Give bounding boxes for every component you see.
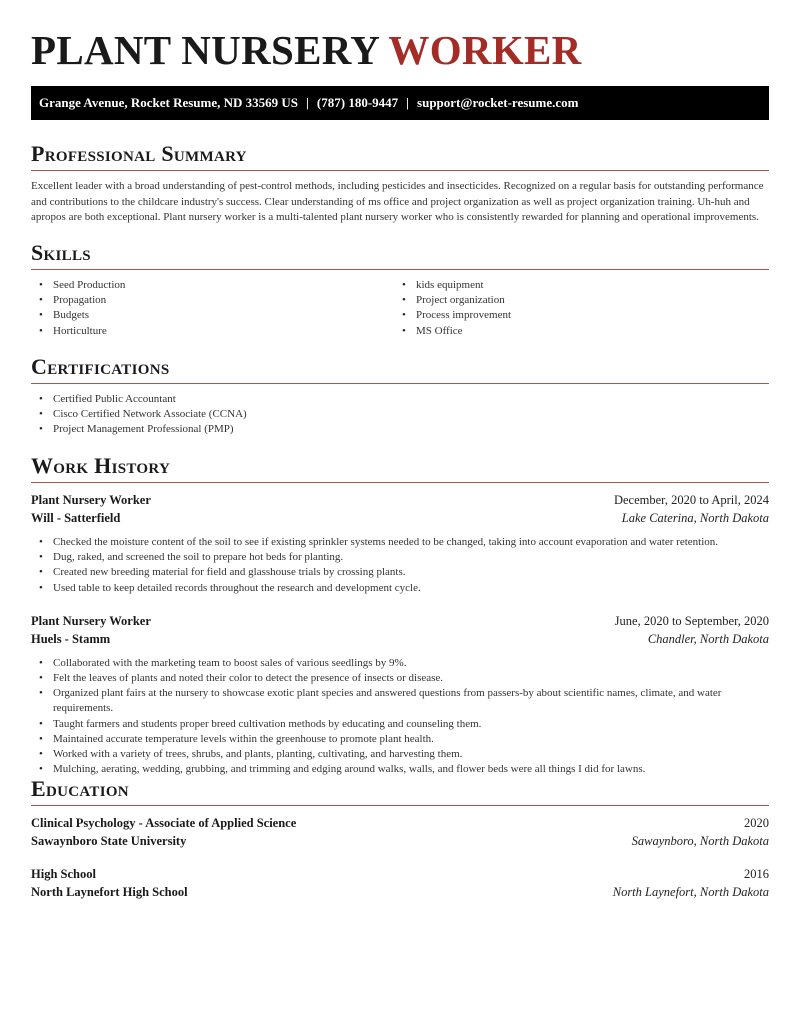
certifications-list: [31, 392, 769, 438]
certification-item: • Certified Public Accountant: [31, 392, 769, 407]
certification-item: • Cisco Certified Network Associate (CCNA): [31, 407, 769, 422]
job-bullet: • Used table to keep detailed records throughout the research and development cycle.: [31, 581, 769, 596]
resume-title: [31, 28, 582, 72]
summary-section: [31, 141, 769, 226]
skills-grid: [31, 278, 769, 339]
job-bullet: • Created new breeding material for field and glasshouse trials by crossing plants.: [31, 565, 769, 580]
education-section: [31, 776, 769, 901]
job-bullets: [31, 535, 769, 596]
job-bullet: • Dug, raked, and screened the soil to prepare hot beds for planting.: [31, 550, 769, 565]
certifications-section: [31, 354, 769, 438]
section-divider: [31, 269, 769, 270]
job-bullet: • Worked with a variety of trees, shrubs, and plants, planting, cultivating, and harvesting them.: [31, 747, 769, 762]
education-heading: Education: [31, 776, 129, 801]
education-header-row: [31, 814, 769, 832]
skill-item: • Propagation: [31, 293, 394, 308]
summary-heading: Professional Summary: [31, 141, 247, 166]
education-year: 2020: [744, 816, 769, 830]
education-year: 2016: [744, 867, 769, 881]
skills-section: [31, 240, 769, 339]
section-divider: [31, 482, 769, 483]
certification-item: • Project Management Professional (PMP): [31, 422, 769, 437]
job-location: Lake Caterina, North Dakota: [621, 511, 769, 525]
job-bullet: • Taught farmers and students proper breed cultivation methods by educating and counseling them.: [31, 717, 769, 732]
job-dates: December, 2020 to April, 2024: [613, 493, 769, 507]
job-dates: June, 2020 to September, 2020: [614, 613, 769, 628]
education-location: Sawaynboro, North Dakota: [631, 834, 769, 848]
job-bullet: • Mulching, aerating, wedding, grubbing, and trimming and edging around walks, walls, and flower beds were all things I did for lawns.: [31, 762, 769, 777]
skills-list-left: [31, 278, 394, 339]
education-header-row: [31, 865, 769, 883]
contact-separator: |: [406, 95, 410, 110]
education-location: North Laynefort, North Dakota: [612, 885, 769, 899]
education-degree: Clinical Psychology - Associate of Applied Science: [31, 816, 297, 830]
contact-separator: |: [306, 95, 309, 110]
skill-item: • Horticulture: [31, 324, 394, 339]
contact-phone: (787) 180-9447: [316, 95, 399, 110]
education-school-row: [31, 883, 769, 901]
certifications-heading: Certifications: [31, 354, 170, 379]
job-bullet: • Collaborated with the marketing team to boost sales of various seedlings by 9%.: [31, 656, 769, 671]
job-entry: [31, 612, 769, 778]
education-school: Sawaynboro State University: [31, 834, 187, 848]
title-accent: WORKER: [388, 27, 582, 73]
job-bullet: • Organized plant fairs at the nursery to showcase exotic plant species and answered questions from passers-by about scientific names, climate, and water requirements.: [31, 686, 769, 716]
education-entry: [31, 814, 769, 850]
job-company-row: [31, 509, 769, 527]
skill-item: • Seed Production: [31, 278, 394, 293]
section-divider: [31, 170, 769, 171]
job-title: Plant Nursery Worker: [31, 493, 151, 507]
title-main: PLANT NURSERY: [31, 27, 379, 73]
section-divider: [31, 805, 769, 806]
job-entry: [31, 491, 769, 596]
section-divider: [31, 383, 769, 384]
job-bullet: • Felt the leaves of plants and noted their color to detect the presence of insects or disease.: [31, 671, 769, 686]
contact-email: support@rocket-resume.com: [417, 95, 579, 110]
education-school-row: [31, 832, 769, 850]
job-location: Chandler, North Dakota: [647, 631, 769, 646]
skill-item: • kids equipment: [394, 278, 757, 293]
skill-item: • MS Office: [394, 324, 757, 339]
education-entry: [31, 865, 769, 901]
job-header-row: [31, 491, 769, 509]
work-history-heading: Work History: [31, 453, 171, 478]
skills-heading: Skills: [31, 240, 91, 265]
job-bullet: • Maintained accurate temperature levels within the greenhouse to promote plant health.: [31, 732, 769, 747]
summary-text: Excellent leader with a broad understanding of pest-control methods, including pesticides and insecticides. Recognized on a regular basis for outstanding performance and contributions to the childcare industry's success. Clear understanding of ms office and project organization as well as project organization training. Uh-huh and apropos are both exceptional. Plant nursery worker is a multi-talented plant nursery worker who is consistently rewarded for planning and operational improvements.: [31, 180, 764, 223]
education-school: North Laynefort High School: [31, 885, 188, 899]
skill-item: • Project organization: [394, 293, 757, 308]
skill-item: • Process improvement: [394, 308, 757, 323]
skills-list-right: [394, 278, 757, 339]
job-bullet: • Checked the moisture content of the soil to see if existing sprinkler systems needed to be changed, taking into account evaporation and water retention.: [31, 535, 769, 550]
contact-bar: [31, 86, 769, 120]
job-header-row: [31, 612, 769, 630]
skill-item: • Budgets: [31, 308, 394, 323]
job-title: Plant Nursery Worker: [31, 613, 151, 628]
job-company-row: [31, 630, 769, 648]
education-degree: High School: [31, 867, 96, 881]
contact-address: Grange Avenue, Rocket Resume, ND 33569 US: [39, 95, 299, 110]
job-company: Huels - Stamm: [31, 631, 111, 646]
work-history-section: [31, 453, 769, 777]
job-bullets: [31, 656, 769, 778]
job-company: Will - Satterfield: [31, 511, 121, 525]
